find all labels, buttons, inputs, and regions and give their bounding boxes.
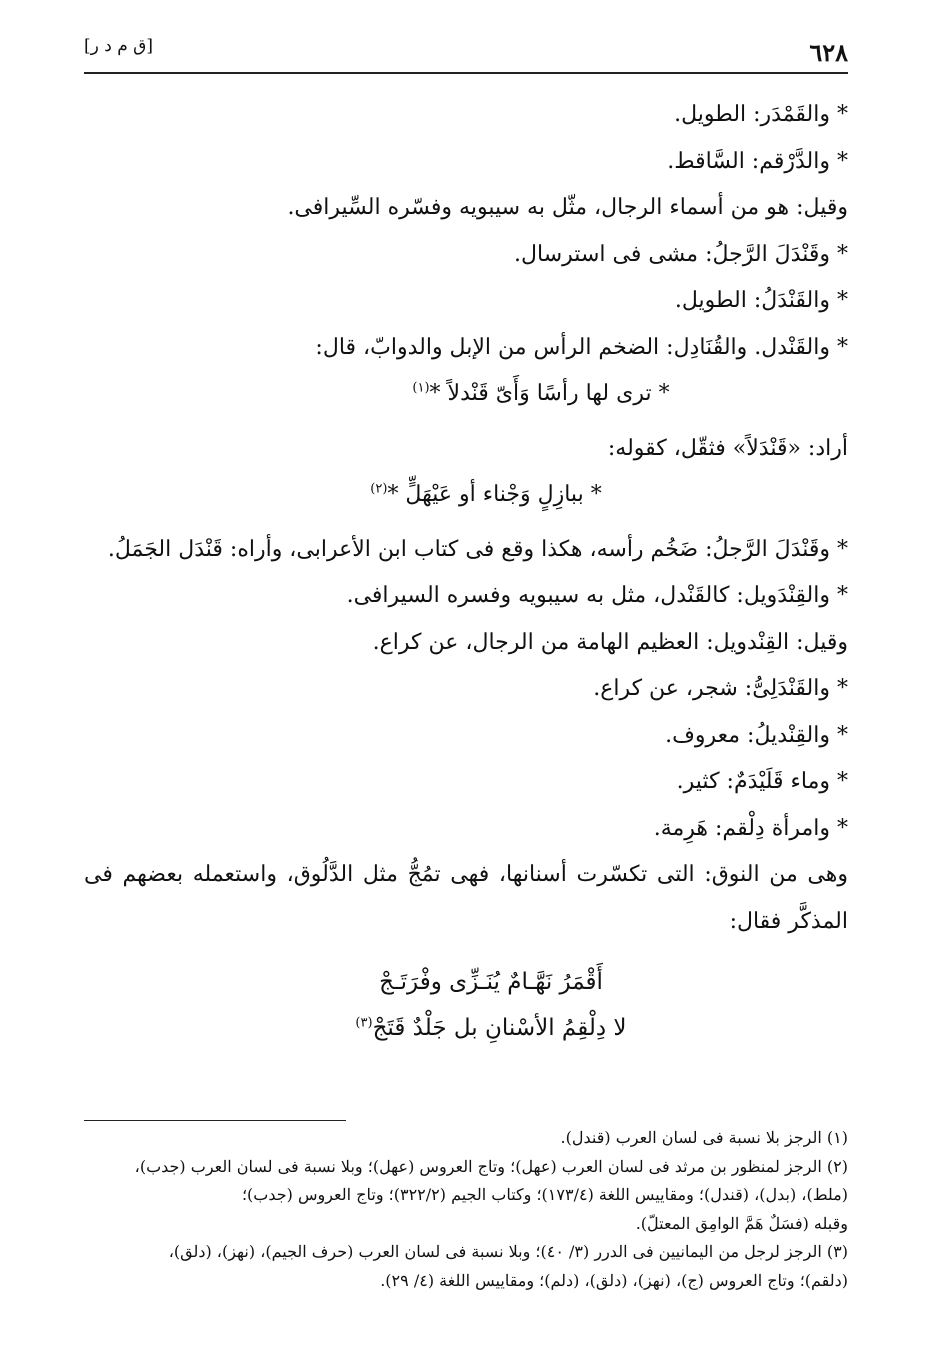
entry-paragraph: وهى من النوق: التى تكسّرت أسنانها، فهى تمُجُّ مثل الدَّلُوق، واستعمله بعضهم فى المذكَّر فقال: — [84, 862, 848, 934]
footnote-2: (٢) الرجز لمنظور بن مرثد فى لسان العرب (عهل)؛ وتاج العروس (عهل)؛ وبلا نسبة فى لسان العرب (جدب)، — [134, 1156, 848, 1176]
entry-line: * وامرأة دِلْقم: هَرِمة. — [653, 815, 848, 841]
page-header — [84, 30, 848, 74]
entry-paragraph: * وقَنْدَلَ الرَّجلُ: ضَخُم رأسه، هكذا وقع فى كتاب ابن الأعرابى، وأراه: قَنْدَل الجَمَلُ. — [107, 536, 848, 562]
entry-line: وقيل: هو من أسماء الرجال، مثّل به سيبويه وفسّره السِّيرافى. — [287, 195, 848, 220]
entry-line: * وقَنْدَلَ الرَّجلُ: مشى فى استرسال. — [514, 241, 848, 267]
entry-line: * والقَنْدل. والقُنَادِل: الضخم الرأس من الإبل والدوابّ، قال: — [315, 334, 848, 360]
entry-line: * وماء قَلَيْدَمٌ: كثير. — [676, 769, 848, 794]
entry-line: * والقِنْديلُ: معروف. — [665, 722, 848, 748]
footnote-marker: (١) — [412, 380, 430, 396]
entry-line: * والقِنْدَويل: كالقَنْدل، مثل به سيبويه وفسره السيرافى. — [346, 583, 848, 608]
footnote-divider — [84, 1120, 346, 1121]
footnote-marker: (٣) — [355, 1015, 373, 1031]
entry-line: * والقَمْدَر: الطويل. — [674, 102, 848, 127]
entry-line: * والقَنْدَلُ: الطويل. — [674, 288, 848, 313]
footnote-1: (١) الرجز بلا نسبة فى لسان العرب (قندل). — [560, 1128, 848, 1147]
verse-text: * ترى لها رأسًا وَأَىّ قَنْدلاً * — [429, 381, 670, 406]
verse-line — [84, 371, 848, 418]
poem-text: لا دِلْقِمُ الأسْنانِ بل جَلْدٌ قَتَجْ — [372, 1015, 627, 1041]
footnote-3: (٣) الرجز لرجل من اليمانيين فى الدرر (٣/ ٤٠)؛ وبلا نسبة فى لسان العرب (حرف الجيم)، (نهز)، (دلق)، — [168, 1242, 848, 1262]
footnotes — [84, 1124, 848, 1296]
poem-line: أَقْمَرُ نَهَّـامٌ يُنَـزِّى وفْرَتَـجْ — [379, 969, 603, 995]
page-number: ٦٢٨ — [809, 38, 848, 67]
footnote-2-cont: وقبله (فسَلٌ هَمَّ الوامِق المعتلّ). — [635, 1213, 848, 1233]
running-head: [ق م د ر] — [84, 36, 153, 56]
verse-line — [84, 472, 848, 519]
poem-line — [84, 1005, 848, 1051]
footnote-2-cont: (ملط)، (بدل)، (قندل)؛ ومقاييس اللغة (١٧٣/٤)؛ وكتاب الجيم (٣٢٢/٢)؛ وتاج العروس (جدب)؛ — [241, 1185, 848, 1205]
entry-line: * والقَنْدَلِىُّ: شجر، عن كراع. — [593, 676, 848, 701]
footnote-3-cont: (دلقم)؛ وتاج العروس (ج)، (نهز)، (دلق)، (دلم)؛ ومقاييس اللغة (٤/ ٢٩). — [380, 1270, 848, 1290]
entry-line: أراد: «قَنْدَلاً» فثقّل، كقوله: — [607, 435, 848, 461]
entry-line: * والدَّرْقم: السَّاقط. — [667, 148, 848, 174]
main-text — [84, 92, 848, 1051]
verse-text: * ببازِلٍ وَجْناء أو عَيْهَلٍّ * — [387, 482, 602, 507]
footnote-marker: (٢) — [370, 481, 388, 497]
poem — [84, 959, 848, 1051]
entry-line: وقيل: القِنْدويل: العظيم الهامة من الرجال، عن كراع. — [372, 629, 848, 655]
